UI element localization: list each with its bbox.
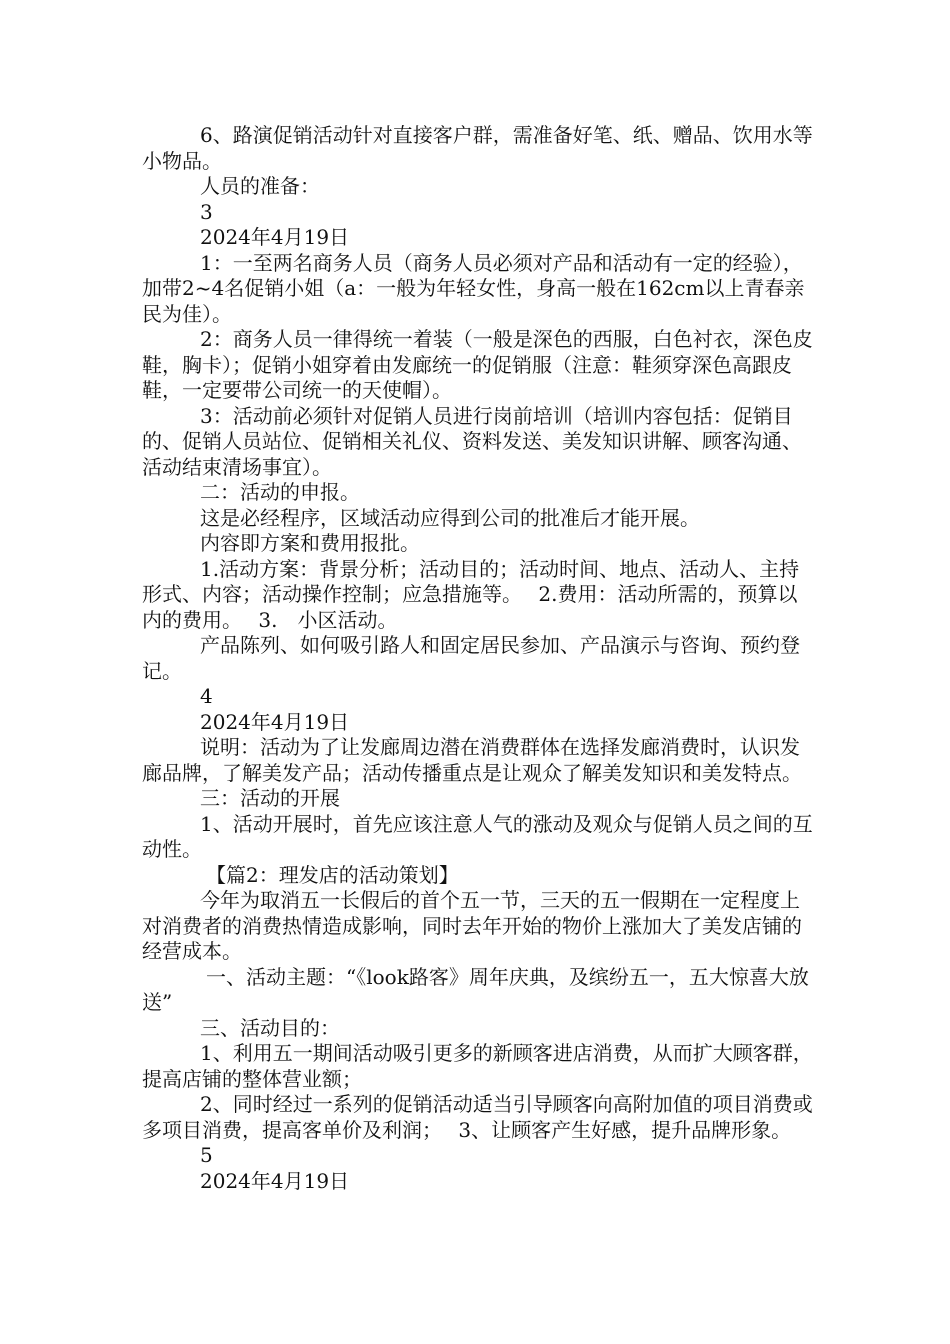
paragraph: 6、路演促销活动针对直接客户群，需准备好笔、纸、赠品、饮用水等小物品。 xyxy=(142,123,813,173)
paragraph: 说明：活动为了让发廊周边潜在消费群体在选择发廊消费时，认识发廊品牌，了解美发产品；活动传播重点是让观众了解美发知识和美发特点。 xyxy=(142,735,802,785)
paragraph: 人员的准备： xyxy=(200,174,320,198)
page-number: 4 xyxy=(200,684,213,708)
page-date: 2024年4月19日 xyxy=(200,225,350,249)
section-heading: 三、活动目的： xyxy=(200,1015,340,1040)
paragraph: 1.活动方案：背景分析；活动目的；活动时间、地点、活动人、主持形式、内容；活动操作控制；应急措施等。 2.费用：活动所需的，预算以内的费用。 3. 小区活动。 xyxy=(142,556,800,632)
article-title: 【篇2：理发店的活动策划】 xyxy=(206,862,459,887)
page-number: 3 xyxy=(200,199,213,224)
page-number: 5 xyxy=(200,1143,213,1167)
paragraph: 1、活动开展时，首先应该注意人气的涨动及观众与促销人员之间的互动性。 xyxy=(142,811,813,861)
section-heading: 三：活动的开展 xyxy=(200,786,340,810)
paragraph: 内容即方案和费用报批。 xyxy=(200,531,420,555)
paragraph: 2：商务人员一律得统一着装（一般是深色的西服，白色衬衣，深色皮鞋，胸卡）；促销小姐穿着由发廊统一的促销服（注意：鞋须穿深色高跟皮鞋，一定要带公司统一的天使帽）。 xyxy=(142,327,813,402)
paragraph: 2、同时经过一系列的促销活动适当引导顾客向高附加值的项目消费或多项目消费，提高客单价及利润； 3、让顾客产生好感，提升品牌形象。 xyxy=(142,1092,813,1142)
paragraph: 1、利用五一期间活动吸引更多的新顾客进店消费，从而扩大顾客群，提高店铺的整体营业额； xyxy=(142,1041,813,1091)
paragraph: 这是必经程序，区域活动应得到公司的批准后才能开展。 xyxy=(200,505,700,530)
document-body xyxy=(142,123,814,1194)
section-heading: 二：活动的申报。 xyxy=(200,480,360,504)
page-date: 2024年4月19日 xyxy=(200,709,350,734)
paragraph: 3：活动前必须针对促销人员进行岗前培训（培训内容包括：促销目的、促销人员站位、促销相关礼仪、资料发送、美发知识讲解、顾客沟通、活动结束清场事宜）。 xyxy=(142,403,802,479)
paragraph: 产品陈列、如何吸引路人和固定居民参加、产品演示与咨询、预约登记。 xyxy=(142,633,800,683)
page-date: 2024年4月19日 xyxy=(200,1168,350,1193)
paragraph: 今年为取消五一长假后的首个五一节，三天的五一假期在一定程度上对消费者的消费热情造成影响，同时去年开始的物价上涨加大了美发店铺的经营成本。 xyxy=(142,888,802,963)
paragraph: 1：一至两名商务人员（商务人员必须对产品和活动有一定的经验），加带2~4名促销小姐（a：一般为年轻女性，身高一般在162cm以上青春亲民为佳）。 xyxy=(142,250,805,326)
paragraph: 一、活动主题：“《look路客》周年庆典，及缤纷五一，五大惊喜大放送” xyxy=(142,964,809,1014)
